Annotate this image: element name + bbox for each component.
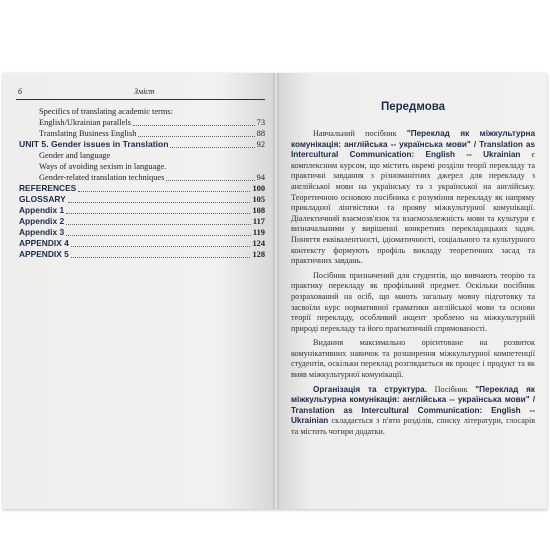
toc-leader-dots (71, 256, 250, 258)
toc-entry-page: 128 (252, 250, 265, 259)
table-of-contents (19, 106, 265, 260)
toc-leader-dots (170, 146, 255, 148)
toc-entry (19, 238, 265, 249)
toc-entry-title: GLOSSARY (19, 194, 66, 204)
toc-entry-title: Appendix 1 (19, 205, 65, 215)
toc-leader-dots (78, 190, 250, 192)
toc-entry-title: Gender-related translation techniques (39, 173, 165, 182)
toc-entry-title: APPENDIX 5 (19, 249, 69, 259)
toc-entry (19, 139, 265, 150)
toc-leader-dots (66, 212, 250, 214)
toc-leader-dots (138, 135, 255, 137)
toc-entry-title: Gender and language (39, 151, 111, 160)
toc-entry-title: Specifics of translating academic terms: (39, 107, 173, 116)
preface-paragraph: Навчальний посібник "Переклад як міжкультурна комунікація: англійська -- українська мови" / Translation as Intercultural Communication: English -- Ukrainian є комплексним курсом, що містить окремі розділи теорії перекладу та практичні завдання з різноманітних джерел для перекладу з англійської мови на українську та з української на англійську. Теоретичною основою посібника є розуміння перекладу як напряму прикладної лінгвістики та прояву міжкультурної комунікації. Діалектичний взаємозв'язок та взаємозалежність мови та культури є визначальними у вирішенні конкретних перекладацьких задач. Поняття еквівалентності, ідіоматичності, соціального та культурного контексту формують профіль викладу теоретичних засад та практичних завдань. (291, 129, 536, 266)
toc-entry (19, 150, 265, 161)
toc-leader-dots (133, 124, 255, 126)
toc-entry (19, 161, 265, 172)
toc-leader-dots (68, 201, 250, 203)
toc-entry (19, 117, 265, 128)
toc-entry-title: UNIT 5. Gender issues in Translation (19, 139, 169, 149)
toc-entry (19, 205, 265, 216)
open-book (3, 73, 547, 509)
preface-paragraph: Посібник призначений для студентів, що вивчають теорію та практику перекладу як профільний предмет. Оскільки посібник розрахований на осіб, що мають загальну мовну підготовку та засвоїли курс нормативної граматики англійської мови та основи теорії перекладу, особливий акцент зроблено на міжкультурній природі перекладу та його прагматичній спрямованості. (291, 270, 535, 333)
toc-entry (19, 106, 265, 117)
toc-entry-page: 92 (256, 140, 265, 149)
toc-entry-page: 119 (252, 228, 265, 237)
right-page (279, 73, 547, 509)
toc-entry-page: 88 (256, 129, 265, 138)
toc-entry-title: Translating Business English (39, 129, 137, 138)
toc-leader-dots (66, 234, 251, 236)
page-header (16, 85, 265, 100)
toc-entry-title: APPENDIX 4 (19, 238, 69, 248)
toc-entry-title: REFERENCES (19, 183, 77, 193)
toc-entry (19, 128, 265, 139)
preface-text (291, 129, 535, 442)
toc-entry (19, 183, 265, 194)
toc-leader-dots (66, 223, 251, 225)
toc-entry-title: Appendix 3 (19, 227, 65, 237)
toc-leader-dots (166, 179, 255, 181)
page-number: 6 (18, 87, 22, 96)
left-page (3, 73, 273, 509)
toc-entry-page: 94 (256, 173, 265, 182)
toc-entry (19, 216, 265, 227)
toc-entry-title: English/Ukrainian parallels (39, 118, 131, 127)
toc-entry (19, 194, 265, 205)
preface-title: Передмова (380, 101, 446, 113)
toc-entry-title: Appendix 2 (19, 216, 65, 226)
toc-entry-title: Ways of avoiding sexism in language. (39, 162, 167, 171)
toc-entry (19, 249, 265, 260)
toc-entry-page: 117 (252, 217, 265, 226)
toc-leader-dots (71, 245, 250, 247)
header-title: Зміст (134, 87, 155, 96)
preface-paragraph: Організація та структура. Посібник "Переклад як міжкультурна комунікація: англійська -- українська мови" / Translation as Intercultural Communication: English -- Ukrainian складається з п'яти розділів, списку літератури, глосарія та містить чотири додатки. (291, 384, 535, 437)
toc-entry-page: 105 (252, 195, 265, 204)
toc-entry-page: 108 (252, 206, 265, 215)
toc-entry (19, 172, 265, 183)
toc-entry-page: 73 (256, 118, 265, 127)
preface-paragraph: Видання максимально орієнтоване на розвиток комунікативних навичок та розширення міжкультурної компетенції студентів, оскільки переклад розглядається як процес і продукт та як вияв міжкультурної комунікації. (291, 338, 535, 380)
toc-entry (19, 227, 265, 238)
toc-entry-page: 100 (252, 184, 265, 193)
toc-entry-page: 124 (252, 239, 265, 248)
